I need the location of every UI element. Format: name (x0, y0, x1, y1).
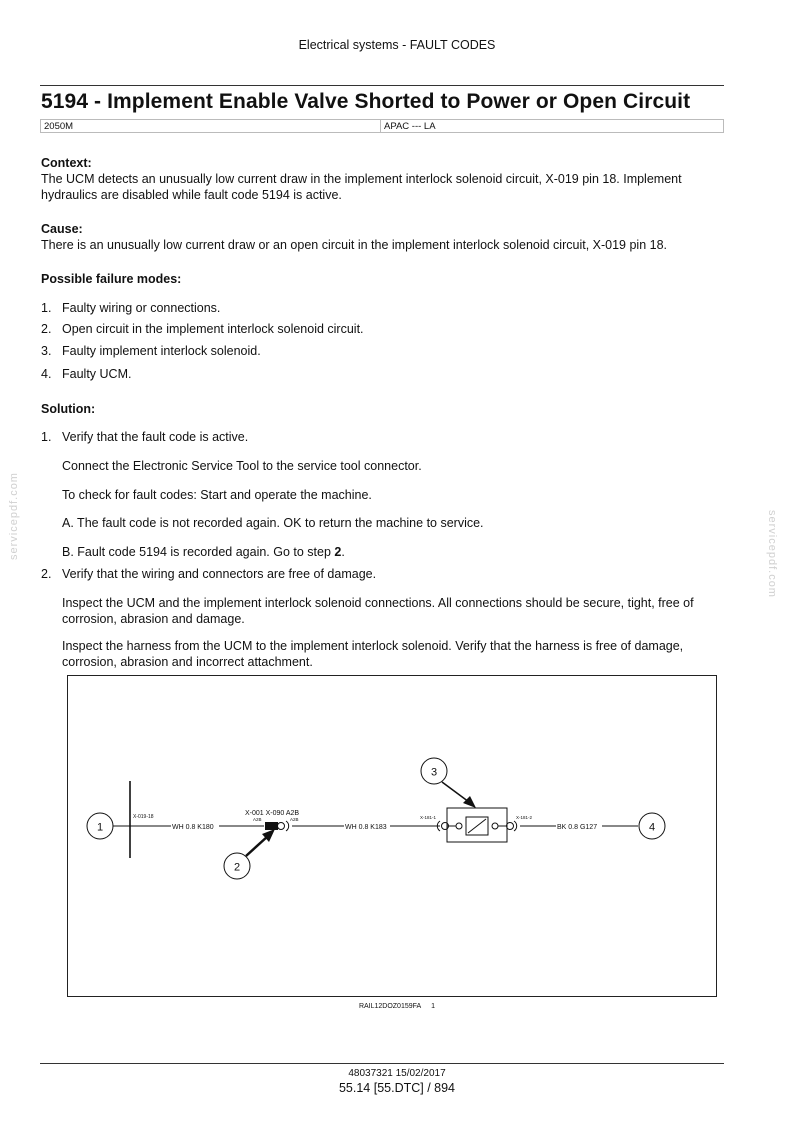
label-x181-1: X-181-1 (420, 815, 437, 820)
solution-step-1: 1. Verify that the fault code is active. (41, 430, 249, 444)
list-item: 1. Faulty wiring or connections. (41, 301, 221, 315)
solution-heading: Solution: (41, 402, 96, 416)
context-section (41, 155, 725, 203)
step-1-option-b: B. Fault code 5194 is recorded again. Go to step 2. (62, 545, 345, 559)
callout-2-number: 2 (233, 861, 241, 874)
header-rule (40, 85, 724, 86)
label-x001-x090: X-001 X-090 A2B (245, 810, 300, 817)
label-x019: X-019-18 (133, 814, 154, 820)
list-item: 4. Faulty UCM. (41, 367, 132, 381)
step-link[interactable]: 2 (334, 545, 342, 559)
running-header: Electrical systems - FAULT CODES (298, 38, 496, 52)
inline-connector-pin (278, 823, 285, 830)
callout-4-number: 4 (648, 821, 656, 834)
step-2-paragraph-2: Inspect the harness from the UCM to the implement interlock solenoid. Verify that the harness is free of damage, corrosion, abrasion and incorrect attachment. (62, 639, 684, 669)
model-cell: 2050M (41, 120, 381, 132)
step-1-paragraph-2: To check for fault codes: Start and operate the machine. (62, 488, 372, 502)
label-wire-k180: WH 0.8 K180 (172, 824, 214, 831)
diagram-code: RAIL12DOZ0159FA (358, 1003, 422, 1010)
label-x181-2: X-181-2 (516, 815, 533, 820)
splice-block (265, 822, 278, 830)
label-wire-g127: BK 0.8 G127 (557, 824, 598, 831)
cause-heading: Cause: (41, 222, 83, 236)
context-text: The UCM detects an unusually low current draw in the implement interlock solenoid circuit, X-019 pin 18. Implement hydraulics are disabled while fault code 5194 is active. (41, 172, 682, 202)
list-item: 3. Faulty implement interlock solenoid. (41, 344, 261, 358)
solenoid-connector-socket-2 (514, 821, 517, 831)
wiring-diagram (67, 675, 717, 997)
callout-1-number: 1 (96, 821, 104, 834)
inline-connector-socket (286, 821, 289, 831)
wiring-diagram-svg (68, 676, 718, 998)
footer-rule (40, 1063, 724, 1064)
footer-page-number: 55.14 [55.DTC] / 894 (338, 1081, 456, 1095)
solenoid-connector-pin-2 (507, 823, 514, 830)
applicability-table (40, 119, 724, 133)
label-wire-k183: WH 0.8 K183 (345, 824, 387, 831)
callout-3-arrowhead (463, 796, 476, 808)
cause-section (41, 221, 725, 253)
page-title: 5194 - Implement Enable Valve Shorted to Power or Open Circuit (41, 90, 691, 113)
diagram-caption (0, 1003, 794, 1010)
context-heading: Context: (41, 156, 92, 170)
region-cell: APAC --- LA (384, 121, 436, 132)
callout-2-arrow (246, 836, 268, 856)
step-2-paragraph-1: Inspect the UCM and the implement interlock solenoid connections. All connections should be secure, tight, free of corrosion, abrasion and damage. (62, 596, 694, 626)
cause-text: There is an unusually low current draw or an open circuit in the implement interlock solenoid circuit, X-019 pin 18. (41, 238, 668, 252)
watermark-left: servicepdf.com (8, 472, 20, 560)
step-1-paragraph-1: Connect the Electronic Service Tool to the service tool connector. (62, 459, 422, 473)
watermark-right: servicepdf.com (766, 510, 778, 598)
list-item: 2. Open circuit in the implement interlock solenoid circuit. (41, 322, 364, 336)
label-pin-a2b-2: A2B (290, 817, 299, 822)
diagram-number: 1 (431, 1003, 436, 1010)
callout-3-arrow (442, 782, 469, 802)
callout-3-number: 3 (430, 766, 438, 779)
label-pin-a2b-1: A2B (253, 817, 262, 822)
step-1-option-a: A. The fault code is not recorded again. OK to return the machine to service. (62, 516, 484, 530)
solution-step-2: 2. Verify that the wiring and connectors are free of damage. (41, 567, 377, 581)
footer-document-id: 48037321 15/02/2017 (348, 1068, 446, 1079)
failure-modes-heading: Possible failure modes: (41, 272, 182, 286)
